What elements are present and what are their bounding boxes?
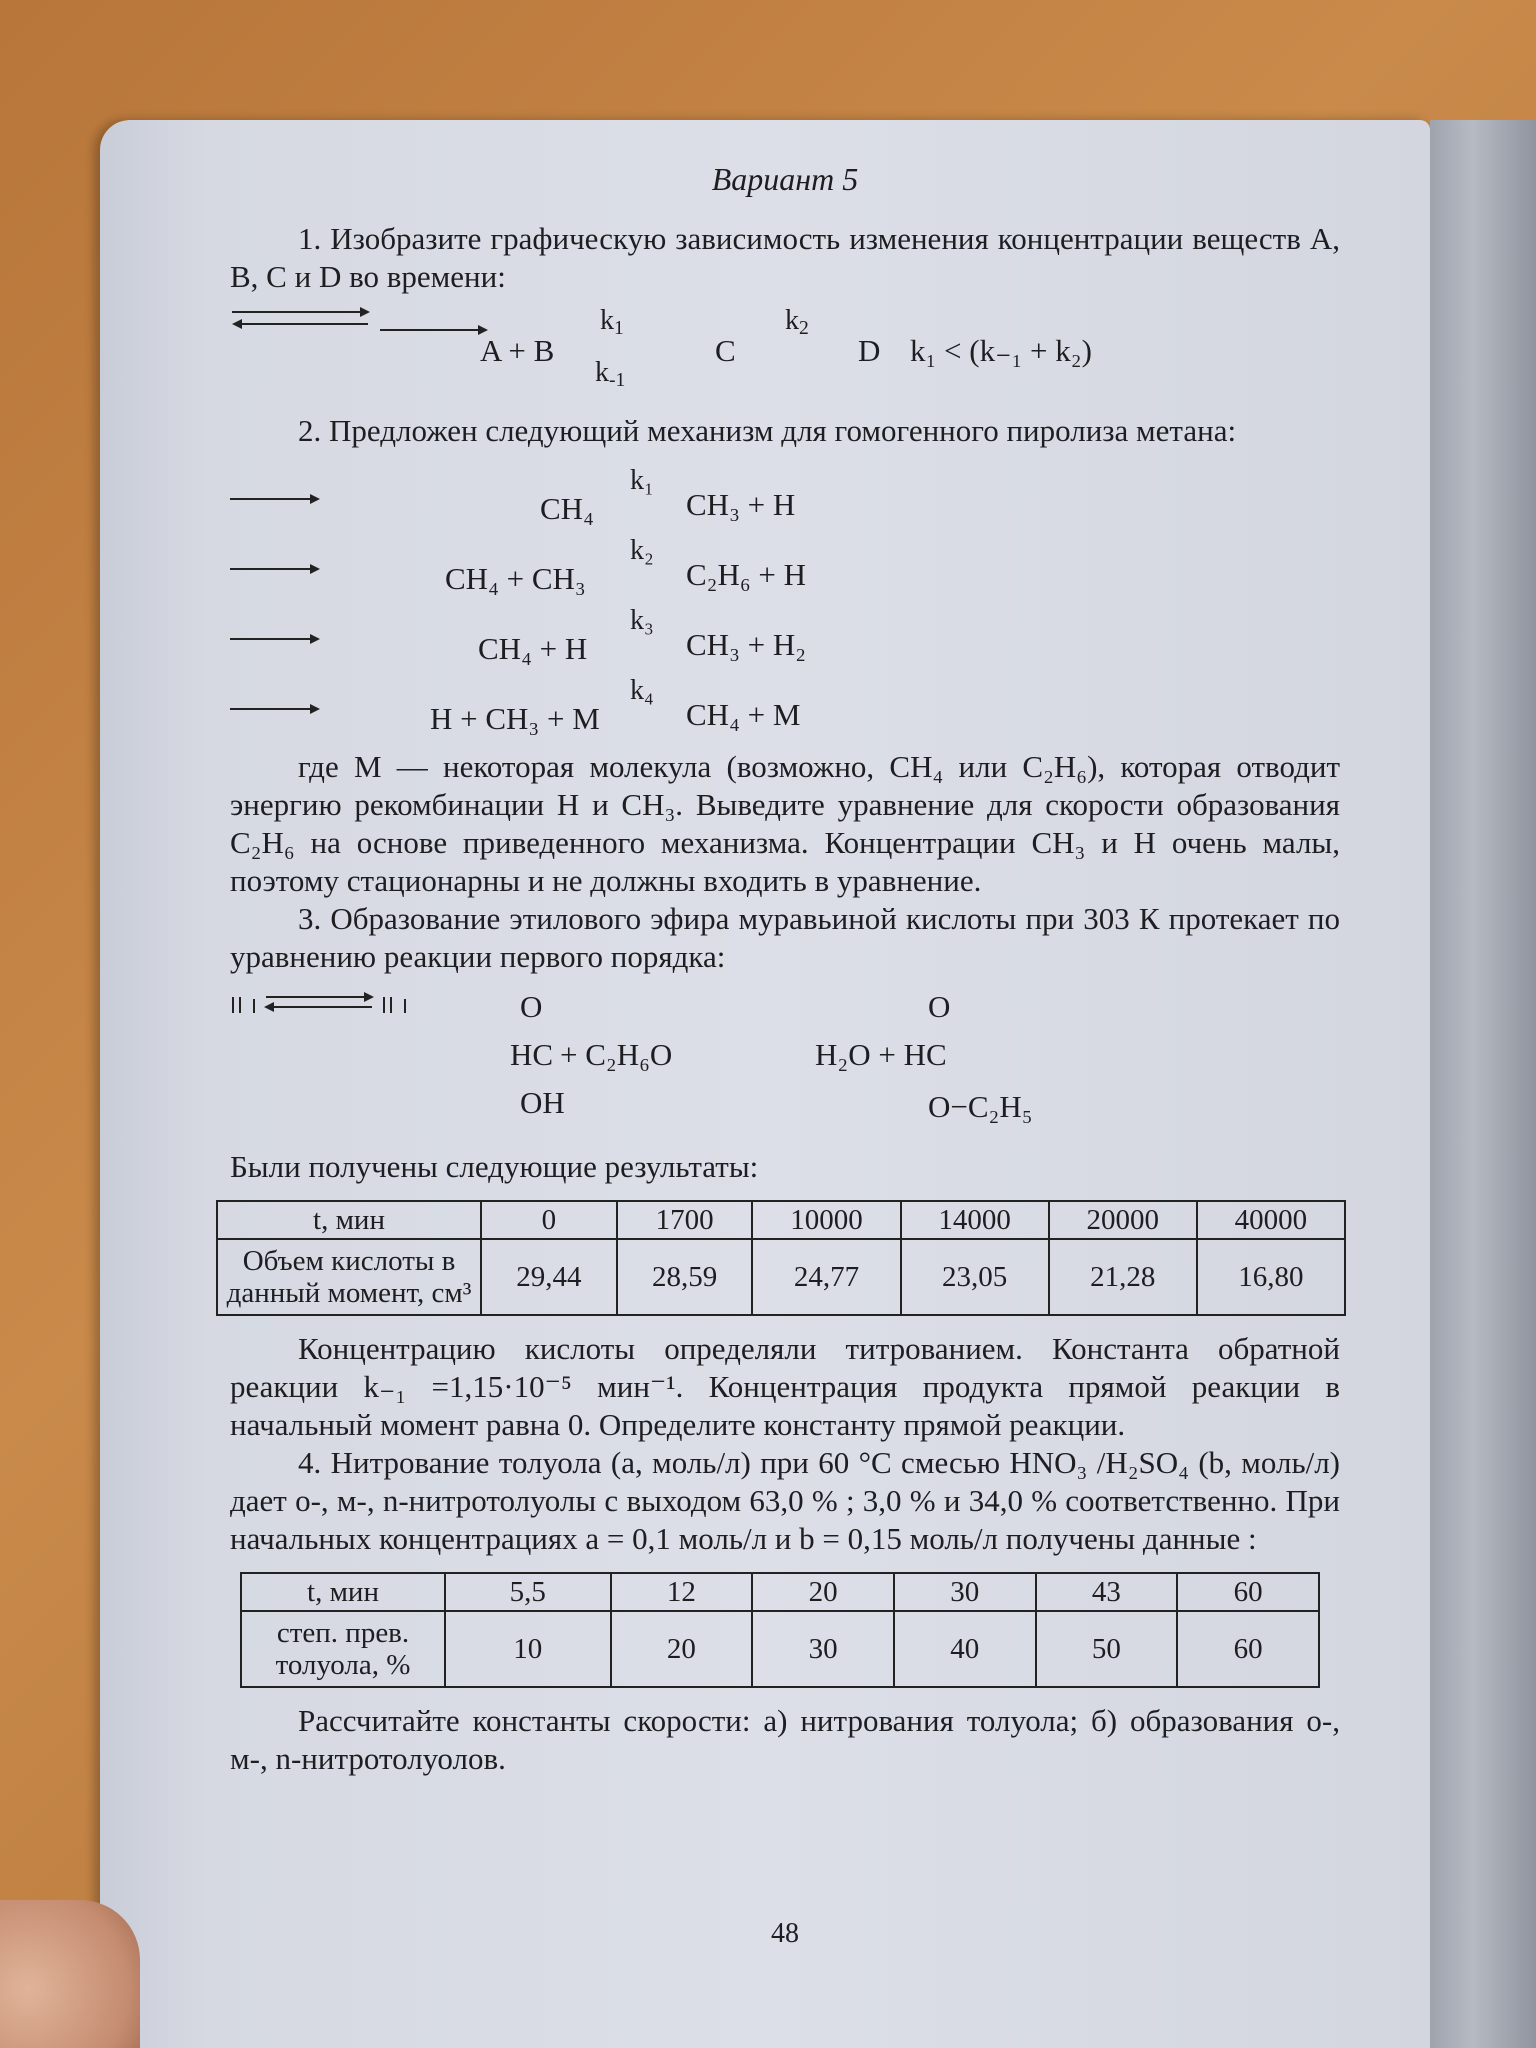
table-row bbox=[241, 1611, 1319, 1687]
page-content bbox=[226, 160, 1340, 1949]
table-cell: 60 bbox=[1177, 1573, 1319, 1611]
mechanism-reaction-2: CH₄ + CH₃ k₂ C₂H₆ + H bbox=[230, 546, 1340, 584]
table-cell: 10000 bbox=[752, 1201, 900, 1239]
equilibrium-arrow bbox=[264, 991, 374, 1013]
table-cell: 10 bbox=[445, 1611, 611, 1687]
reaction-equation-1 bbox=[230, 302, 1340, 392]
problem-2-text: 2. Предложен следующий механизм для гомогенного пиролиза метана: bbox=[298, 413, 1237, 448]
eq-mid: C bbox=[715, 333, 736, 368]
table-cell: 60 bbox=[1177, 1611, 1319, 1687]
table-cell: 28,59 bbox=[617, 1239, 753, 1315]
table-cell: 29,44 bbox=[481, 1239, 617, 1315]
single-bond bbox=[403, 999, 407, 1013]
table-cell: 30 bbox=[894, 1573, 1036, 1611]
mechanism-reaction-3: CH₄ + H k₃ CH₃ + H₂ bbox=[230, 616, 1340, 654]
table-header-cell: t, мин bbox=[241, 1573, 445, 1611]
k2-label: $k_2$ bbox=[785, 305, 809, 339]
equilibrium-arrow bbox=[230, 302, 370, 336]
problem-4-text: 4. Нитрование толуола (a, моль/л) при 60 °C смесью HNO₃ /H₂SO₄ (b, моль/л) дает о-, м-, n-нитротолуолы с выходом 63,0 % ; 3,0 % и 34,0 % соответственно. При начальных концентрациях a = 0,1 моль/л и b = 0,15 моль/л получены данные : bbox=[230, 1445, 1340, 1556]
page-number: 48 bbox=[771, 1918, 799, 1949]
ester-reaction: O HC + C₂H₆O OH H₂O + HC O O−C₂H₅ bbox=[230, 984, 1340, 1134]
table-cell: 1700 bbox=[617, 1201, 753, 1239]
results-table-2 bbox=[240, 1572, 1320, 1688]
table-cell: 20 bbox=[611, 1611, 753, 1687]
mechanism-reaction-1: CH₄ k₁ CH₃ + H bbox=[230, 476, 1340, 514]
table-cell: 40000 bbox=[1197, 1201, 1345, 1239]
double-bond bbox=[230, 997, 244, 1013]
problem-3-text: 3. Образование этилового эфира муравьиной кислоты при 303 К протекает по уравнению реакции первого порядка: bbox=[230, 901, 1340, 974]
thumb bbox=[0, 1900, 140, 2048]
k-1-label: $k_{-1}$ bbox=[595, 357, 626, 391]
table-cell: 23,05 bbox=[901, 1239, 1049, 1315]
table-cell: 20000 bbox=[1049, 1201, 1197, 1239]
problem-3-after: Концентрацию кислоты определяли титрованием. Константа обратной реакции k₋₁ =1,15·10⁻⁵ мин⁻¹. Концентрация продукта прямой реакции в начальный момент равна 0. Определите константу прямой реакции. bbox=[230, 1331, 1340, 1442]
page-stack-edge bbox=[1430, 120, 1536, 2048]
problem-2-after: где M — некоторая молекула (возможно, CH₄ или C₂H₆), которая отводит энергию рекомбинации H и CH₃. Выведите уравнение для скорости образования C₂H₆ на основе приведенного механизма. Концентрации CH₃ и H очень малы, поэтому стационарны и не должны входить в уравнение. bbox=[230, 749, 1340, 898]
table-cell: 43 bbox=[1036, 1573, 1178, 1611]
table-cell: 50 bbox=[1036, 1611, 1178, 1687]
table-cell: 14000 bbox=[901, 1201, 1049, 1239]
arrow bbox=[230, 633, 320, 645]
table-cell: 30 bbox=[752, 1611, 894, 1687]
eq-left: A + B bbox=[480, 333, 555, 368]
results-label: Были получены следующие результаты: bbox=[230, 1149, 759, 1184]
table-header-cell: t, мин bbox=[217, 1201, 481, 1239]
results-table-1 bbox=[216, 1200, 1346, 1316]
eq-right: D bbox=[858, 333, 881, 368]
mechanism-reaction-4: H + CH₃ + M k₄ CH₄ + M bbox=[230, 686, 1340, 724]
arrow bbox=[230, 493, 320, 505]
forward-arrow bbox=[378, 324, 488, 336]
mechanism bbox=[230, 458, 1340, 736]
table-cell: 12 bbox=[611, 1573, 753, 1611]
eq-condition: k₁ < (k₋₁ + k₂) bbox=[910, 333, 1092, 368]
table-cell: 21,28 bbox=[1049, 1239, 1197, 1315]
table-row bbox=[241, 1573, 1319, 1611]
table-cell: 0 bbox=[481, 1201, 617, 1239]
table-cell: 20 bbox=[752, 1573, 894, 1611]
arrow bbox=[230, 703, 320, 715]
page-title: Вариант 5 bbox=[711, 161, 859, 197]
single-bond bbox=[252, 999, 256, 1013]
problem-4-after: Рассчитайте константы скорости: а) нитрования толуола; б) образования о-, м-, n-нитротолуолов. bbox=[230, 1703, 1340, 1776]
table-cell: 16,80 bbox=[1197, 1239, 1345, 1315]
table-row bbox=[217, 1201, 1345, 1239]
table-row bbox=[217, 1239, 1345, 1315]
table-cell: 5,5 bbox=[445, 1573, 611, 1611]
problem-1-text: 1. Изобразите графическую зависимость изменения концентрации веществ A, B, C и D во времени: bbox=[230, 221, 1340, 294]
k1-label: $k_1$ bbox=[600, 305, 624, 339]
arrow bbox=[230, 563, 320, 575]
table-header-cell: Объем кислоты в данный момент, см³ bbox=[217, 1239, 481, 1315]
table-cell: 40 bbox=[894, 1611, 1036, 1687]
table-cell: 24,77 bbox=[752, 1239, 900, 1315]
double-bond bbox=[381, 997, 395, 1013]
table-header-cell: степ. прев. толуола, % bbox=[241, 1611, 445, 1687]
